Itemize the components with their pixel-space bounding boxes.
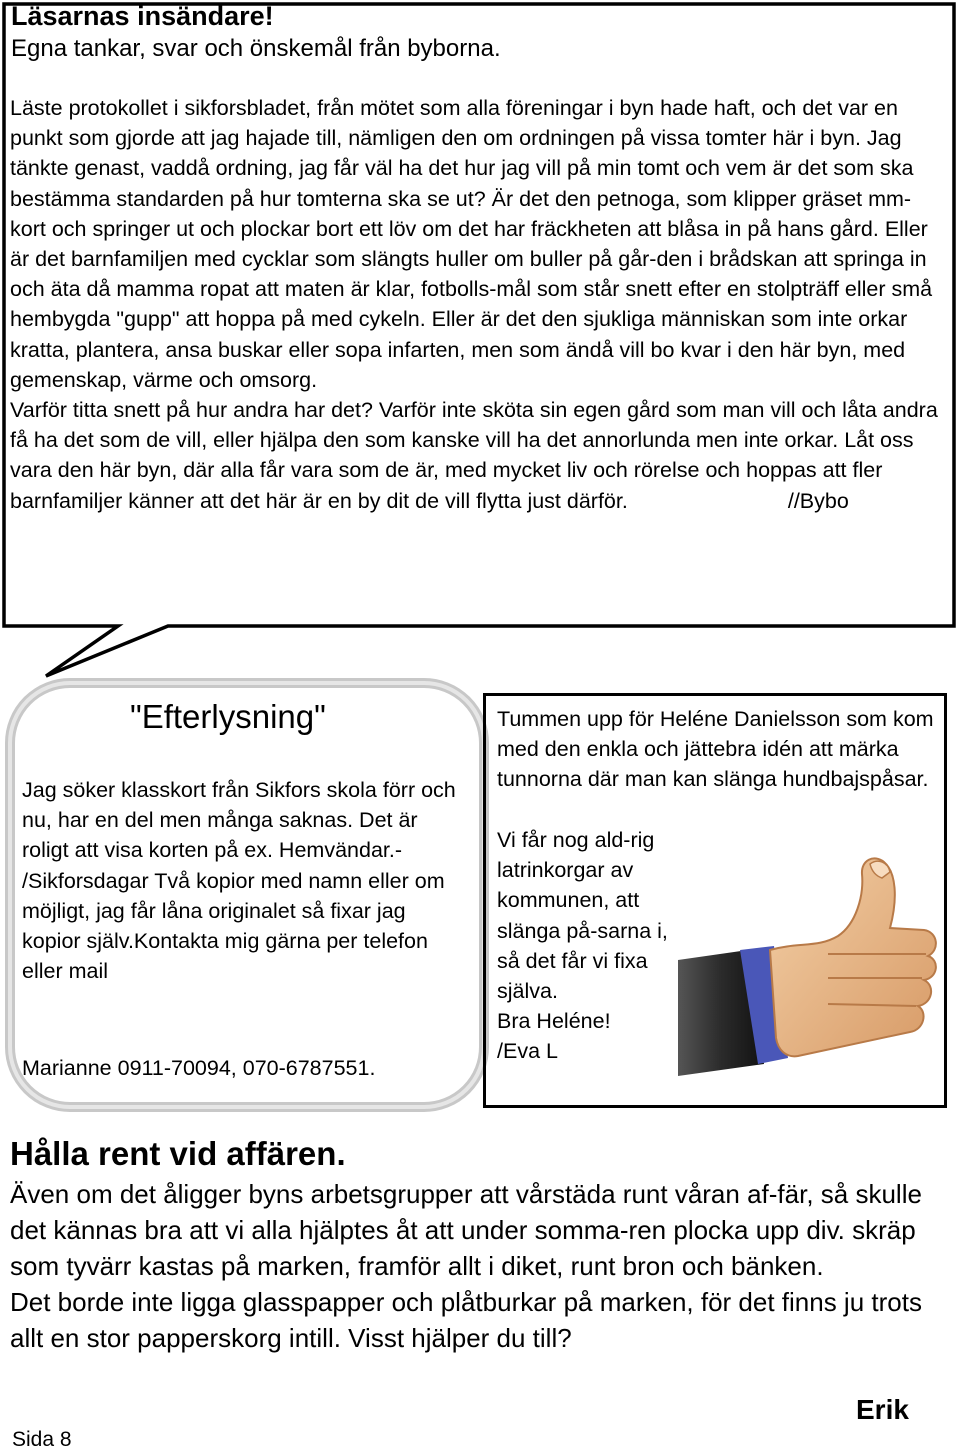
clean-paragraph-1: Även om det åligger byns arbetsgrupper att vårstäda runt våran af-fär, så skulle det kännas bra att vi alla hjälptes åt att under somma-ren plocka upp div. skräp som tyvärr kastas på marken, framför allt i diket, runt bron och bänken. [10,1179,922,1281]
thumbs-up-signature: /Eva L [497,1039,558,1064]
efterlysning-contact: Marianne 0911-70094, 070-6787551. [22,1056,376,1080]
thumbs-up-icon [678,850,940,1096]
efterlysning-body: Jag söker klasskort från Sikfors skola förr och nu, har en del men många saknas. Det är roligt att visa korten på ex. Hemvändar.- /Sikforsdagar Två kopior med namn eller om möjligt, jag får låna originalet så fixar jag kopior själv.Kontakta mig gärna per telefon eller mail [22,778,456,984]
thumbs-up-text: Tummen upp för Heléne Danielsson som kom med den enkla och jättebra idén att märka tunnorna där man kan slänga hundbajspåsar. [497,707,934,792]
clean-signature: Erik [856,1394,909,1425]
thumbs-up-side-text: Vi får nog ald-rig latrinkorgar av kommunen, att slänga på-sarna i, så det får vi fixa själva. Bra Heléne! /Eva L [497,825,677,1067]
clean-body [10,1176,945,1356]
page-subtitle: Egna tankar, svar och önskemål från byborna. [11,35,501,62]
page-title: Läsarnas insändare! [11,1,274,31]
letter-body: Läste protokollet i sikforsbladet, från mötet som alla föreningar i byn hade haft, och det var en punkt som gjorde att jag hajade till, nämligen den om ordningen på vissa tomter här i byn. Jag tänkte genast, vaddå ordning, jag får väl ha det hur jag vill på min tomt och vem är det som ska bestämma standarden på hur tomterna ska se ut? Är det den petnoga, som klipper gräset mm-kort och springer ut och plockar bort ett löv om det har fräckheten att blåsa in på hans gård. Eller är det barnfamiljen med cycklar som slängts huller om buller på går-den i brådskan att springa in och äta då mamma ropat att maten är klar, fotbolls-mål som står snett efter en stolpträff eller små hembygda "gupp" att hoppa på med cykeln. Eller är det den sjukliga människan som inte orkar kratta, plantera, ansa buskar eller sopa infarten, men som ändå vill bo kvar i den här byn, med gemenskap, värme och omsorg. [10,96,933,392]
letter-signature: //Bybo [787,488,849,513]
thumbs-up-praise: Bra Heléne! [497,1009,611,1034]
efterlysning-title: "Efterlysning" [130,698,326,735]
clean-paragraph-2: Det borde inte ligga glasspapper och plåtburkar på marken, för det finns ju trots allt en stor papperskorg intill. Visst hjälper du till? [10,1287,922,1353]
page-number: Sida 8 [12,1428,72,1451]
letter-body-2: Varför titta snett på hur andra har det? Varför inte sköta sin egen gård som man vill och låta andra få ha det som de vill, eller hjälpa den som kanske vill ha det annorlunda men inte orkar. Låt oss vara den här byn, där alla får vara som de är, med mycket liv och rörelse och hoppas att fler barnfamiljer känner att det här är en by dit de vill flytta just därför. //Bybo [10,398,938,513]
clean-title: Hålla rent vid affären. [10,1135,346,1172]
reader-letter [10,93,942,516]
